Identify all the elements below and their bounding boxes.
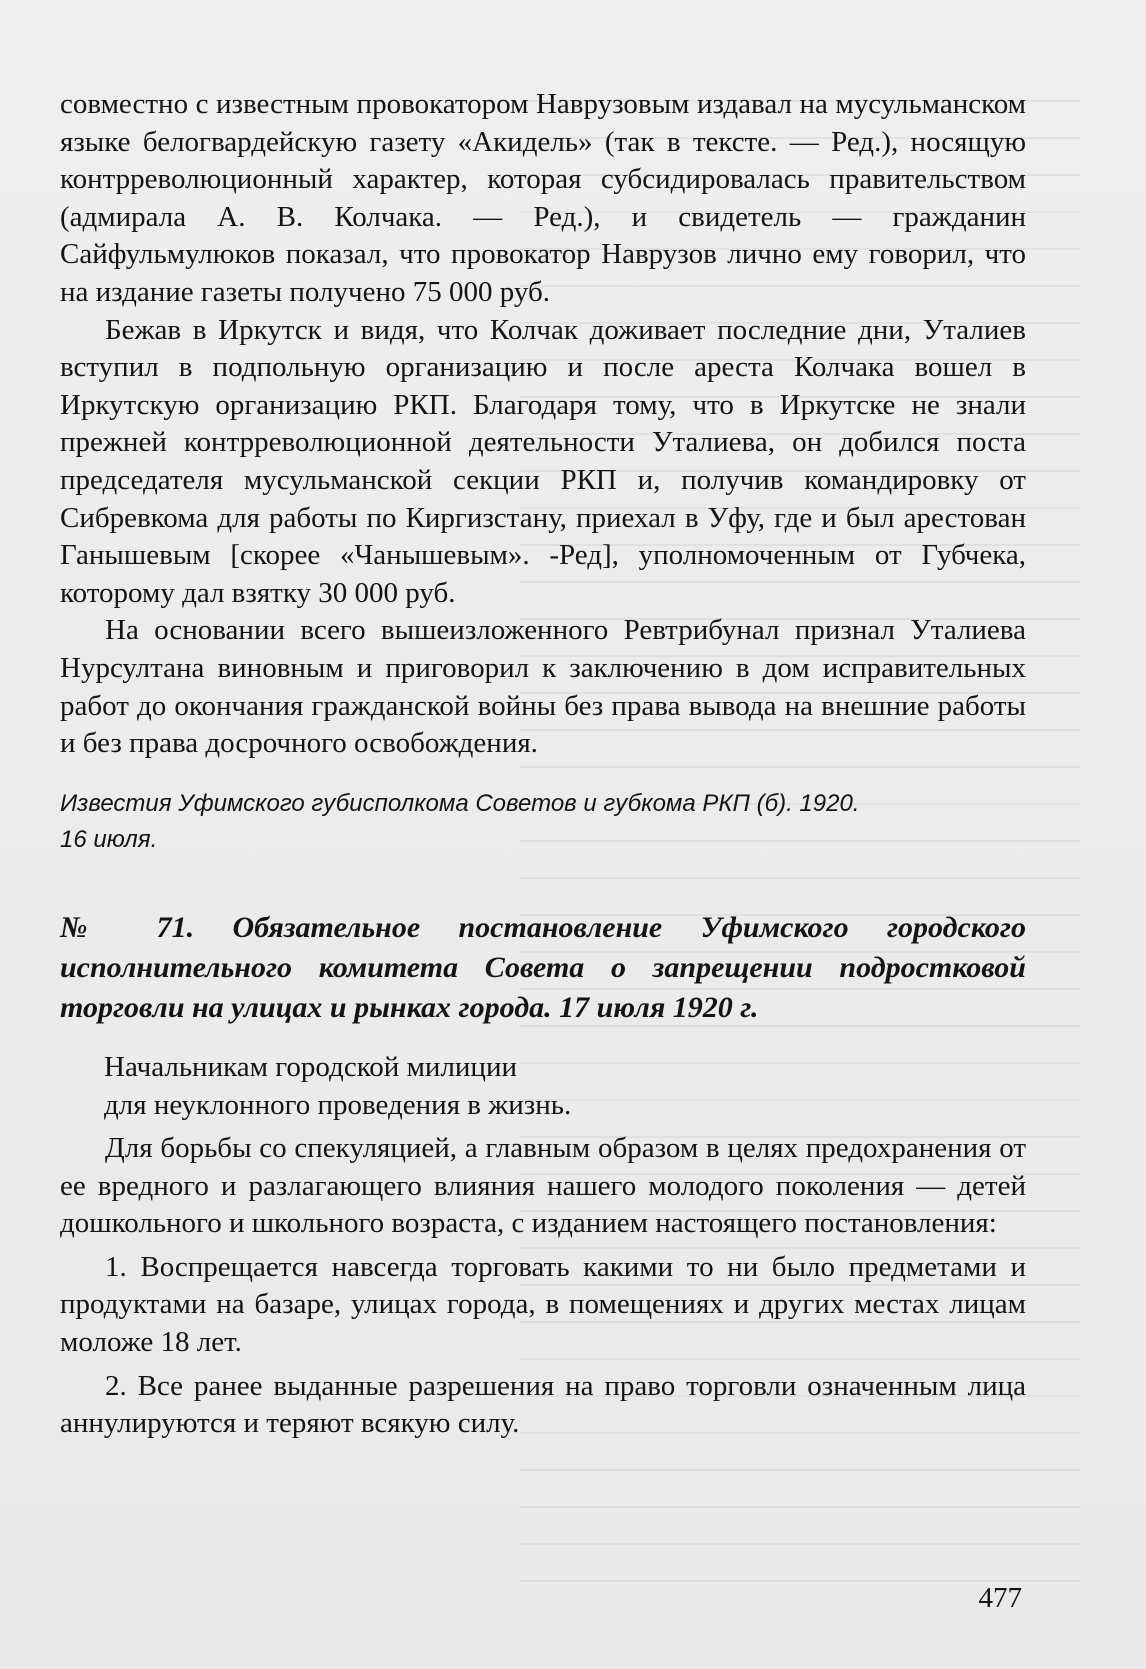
addressee-line-2: для неуклонного проведения в жизнь. <box>104 1089 572 1121</box>
document-heading: № 71. Обязательное постановление Уфимского городского исполнительного комитета Совета о запрещении подростковой торговли на улицах и рынках города. 17 июля 1920 г. <box>60 911 1026 1024</box>
source-line-1: Известия Уфимского губисполкома Советов и губкома РКП (б). 1920. <box>60 790 860 817</box>
body-text-top <box>60 86 1026 763</box>
paragraph-irkutsk: Бежав в Иркутск и видя, что Колчак доживает последние дни, Уталиев вступил в подпольную организацию и после ареста Колчака вошел в Иркутскую организацию РКП. Благодаря тому, что в Иркутске не знали прежней контрреволюционной деятельности Уталиева, он добился поста председателя мусульманской секции РКП и, получив командировку от Сибревкома для работы по Киргизстану, приехал в Уфу, где и был арестован Ганышевым [скорее «Чанышевым». -Ред], уполномоченным от Губчека, которому дал взятку 30 000 руб. <box>60 313 1026 609</box>
paragraph-verdict: На основании всего вышеизложенного Ревтрибунал признал Уталиева Нурсултана виновным и приговорил к заключению в дом исправительных работ до окончания гражданской войны без права вывода на внешние работы и без права досрочного освобождения. <box>60 614 1026 760</box>
source-citation <box>60 786 1026 858</box>
paragraph-item-2: 2. Все ранее выданные разрешения на право торговли означенным лица аннулируются и теряют всякую силу. <box>60 1369 1026 1440</box>
paragraph-item-1: 1. Воспрещается навсегда торговать какими то ни было предметами и продуктами на базаре, улицах города, в помещениях и других местах лицам моложе 18 лет. <box>60 1250 1026 1358</box>
addressee-block <box>104 1048 1004 1124</box>
addressee-line-1: Начальникам городской милиции <box>104 1051 517 1083</box>
body-text-bottom <box>60 1130 1026 1443</box>
page-number: 477 <box>978 1582 1022 1614</box>
paragraph-preamble: Для борьбы со спекуляцией, а главным образом в целях предохранения от ее вредного и разлагающего влияния нашего молодого поколения — детей дошкольного и школьного возраста, с изданием настоящего постановления: <box>60 1132 1026 1240</box>
paragraph-continuation: совместно с известным провокатором Наврузовым издавал на мусульманском языке белогвардейскую газету «Акидель» (так в тексте. — Ред.), носящую контрреволюционный характер, которая субсидировалась правительством (адмирала А. В. Колчака. — Ред.), и свидетель — гражданин Сайфульмулюков показал, что провокатор Наврузов лично ему говорил, что на издание газеты получено 75 000 руб. <box>60 88 1026 308</box>
source-line-2: 16 июля. <box>60 826 158 853</box>
